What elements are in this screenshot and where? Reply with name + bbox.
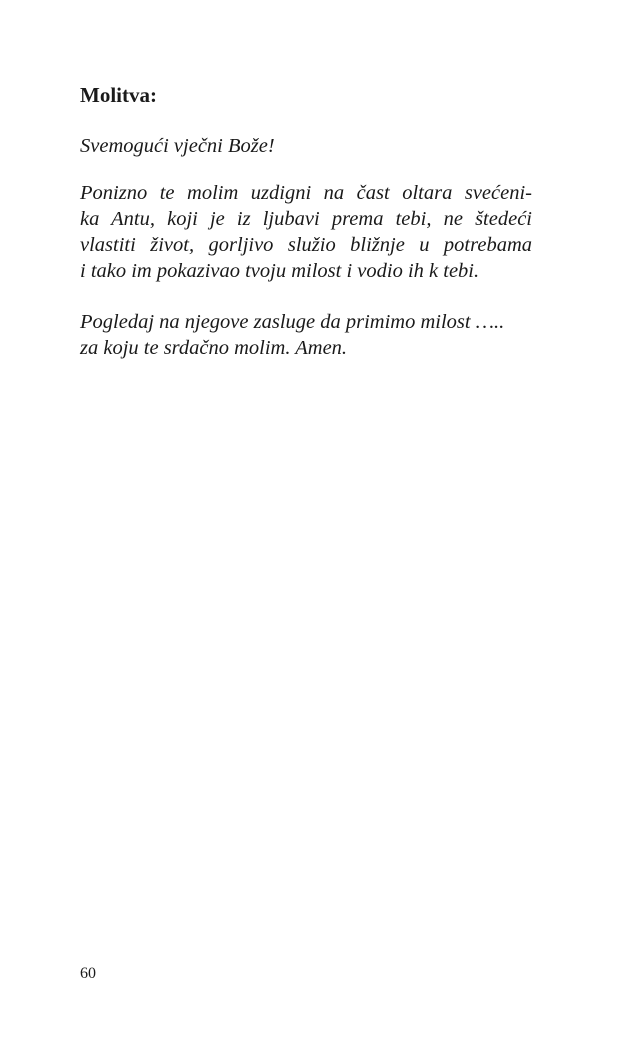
closing-line: za koju te srdačno molim. Amen.	[80, 337, 348, 359]
prayer-line: i tako im pokazivao tvoju milost i vodio ih k tebi.	[80, 260, 480, 282]
closing-paragraph	[80, 309, 532, 361]
prayer-heading: Molitva:	[80, 83, 157, 107]
closing-line: Pogledaj na njegove zasluge da primimo milost …..	[80, 311, 505, 333]
prayer-line: ka Antu, koji je iz ljubavi prema tebi, ne štedeći	[80, 208, 532, 230]
prayer-line: Ponizno te molim uzdigni na čast oltara svećeni-	[80, 182, 532, 204]
invocation-text: Svemogući vječni Bože!	[80, 135, 275, 157]
prayer-paragraph	[80, 180, 532, 284]
page-number: 60	[80, 965, 96, 982]
prayer-line: vlastiti život, gorljivo služio bližnje u potrebama	[80, 234, 532, 256]
